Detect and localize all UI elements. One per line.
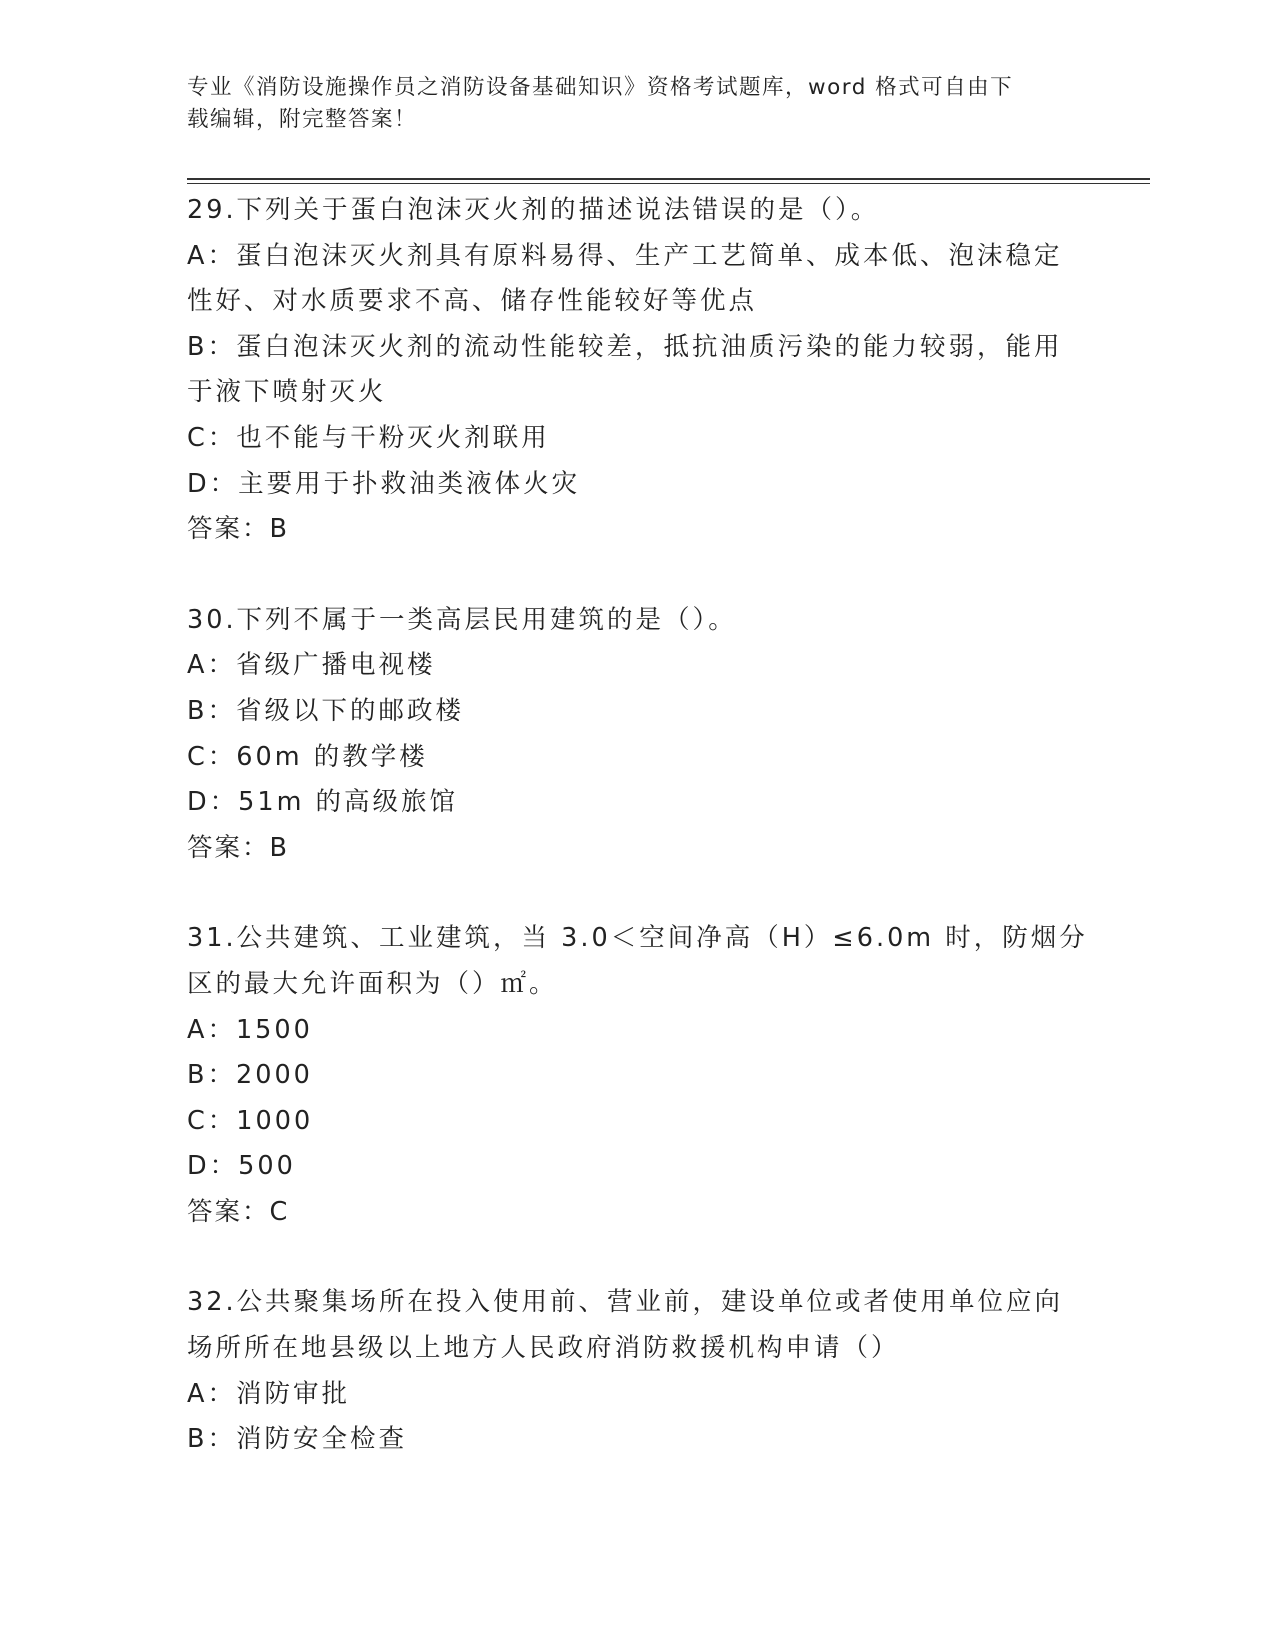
question-stem-continued: 区的最大允许面积为（）㎡。 [187, 968, 558, 999]
question-stem-continued: 场所所在地县级以上地方人民政府消防救援机构申请（） [187, 1333, 900, 1364]
question-stem: 32.公共聚集场所在投入使用前、营业前，建设单位或者使用单位应向 [187, 1287, 1064, 1318]
option-c: C：60m 的教学楼 [187, 741, 428, 772]
option-d: D：51m 的高级旅馆 [187, 787, 459, 818]
option-a-continued: 性好、对水质要求不高、储存性能较好等优点 [187, 286, 758, 317]
question-stem: 29.下列关于蛋白泡沫灭火剂的描述说法错误的是（）。 [187, 195, 880, 225]
option-a: A：1500 [187, 1014, 313, 1045]
option-a: A：省级广播电视楼 [187, 650, 436, 681]
question-30 [187, 598, 1087, 872]
document-header [187, 72, 1067, 136]
option-b: B：省级以下的邮政楼 [187, 695, 464, 726]
option-a: A：蛋白泡沫灭火剂具有原料易得、生产工艺简单、成本低、泡沫稳定 [187, 240, 1063, 271]
question-stem: 31.公共建筑、工业建筑，当 3.0＜空间净高（H）≤6.0m 时，防烟分 [187, 923, 1088, 954]
header-line: 专业《消防设施操作员之消防设备基础知识》资格考试题库，word 格式可自由下 [187, 75, 1014, 100]
header-divider [187, 178, 1150, 180]
option-c: C：也不能与干粉灭火剂联用 [187, 422, 550, 453]
answer-line: 答案：B [187, 832, 289, 863]
option-b: B：蛋白泡沫灭火剂的流动性能较差，抵抗油质污染的能力较弱，能用 [187, 331, 1063, 362]
option-b: B：消防安全检查 [187, 1424, 407, 1455]
option-a: A：消防审批 [187, 1378, 350, 1409]
option-b: B：2000 [187, 1060, 313, 1091]
answer-line: 答案：B [187, 514, 289, 545]
option-d: D：500 [187, 1151, 296, 1182]
answer-line: 答案：C [187, 1196, 290, 1227]
question-32 [187, 1280, 1087, 1462]
header-divider-thin [187, 183, 1150, 184]
question-31 [187, 916, 1087, 1235]
option-c: C：1000 [187, 1105, 314, 1136]
option-d: D：主要用于扑救油类液体火灾 [187, 468, 581, 499]
question-list [187, 188, 1087, 1508]
header-line: 载编辑，附完整答案！ [187, 107, 418, 132]
option-b-continued: 于液下喷射灭火 [187, 377, 387, 408]
question-29 [187, 188, 1087, 553]
question-stem: 30.下列不属于一类高层民用建筑的是（）。 [187, 604, 737, 635]
